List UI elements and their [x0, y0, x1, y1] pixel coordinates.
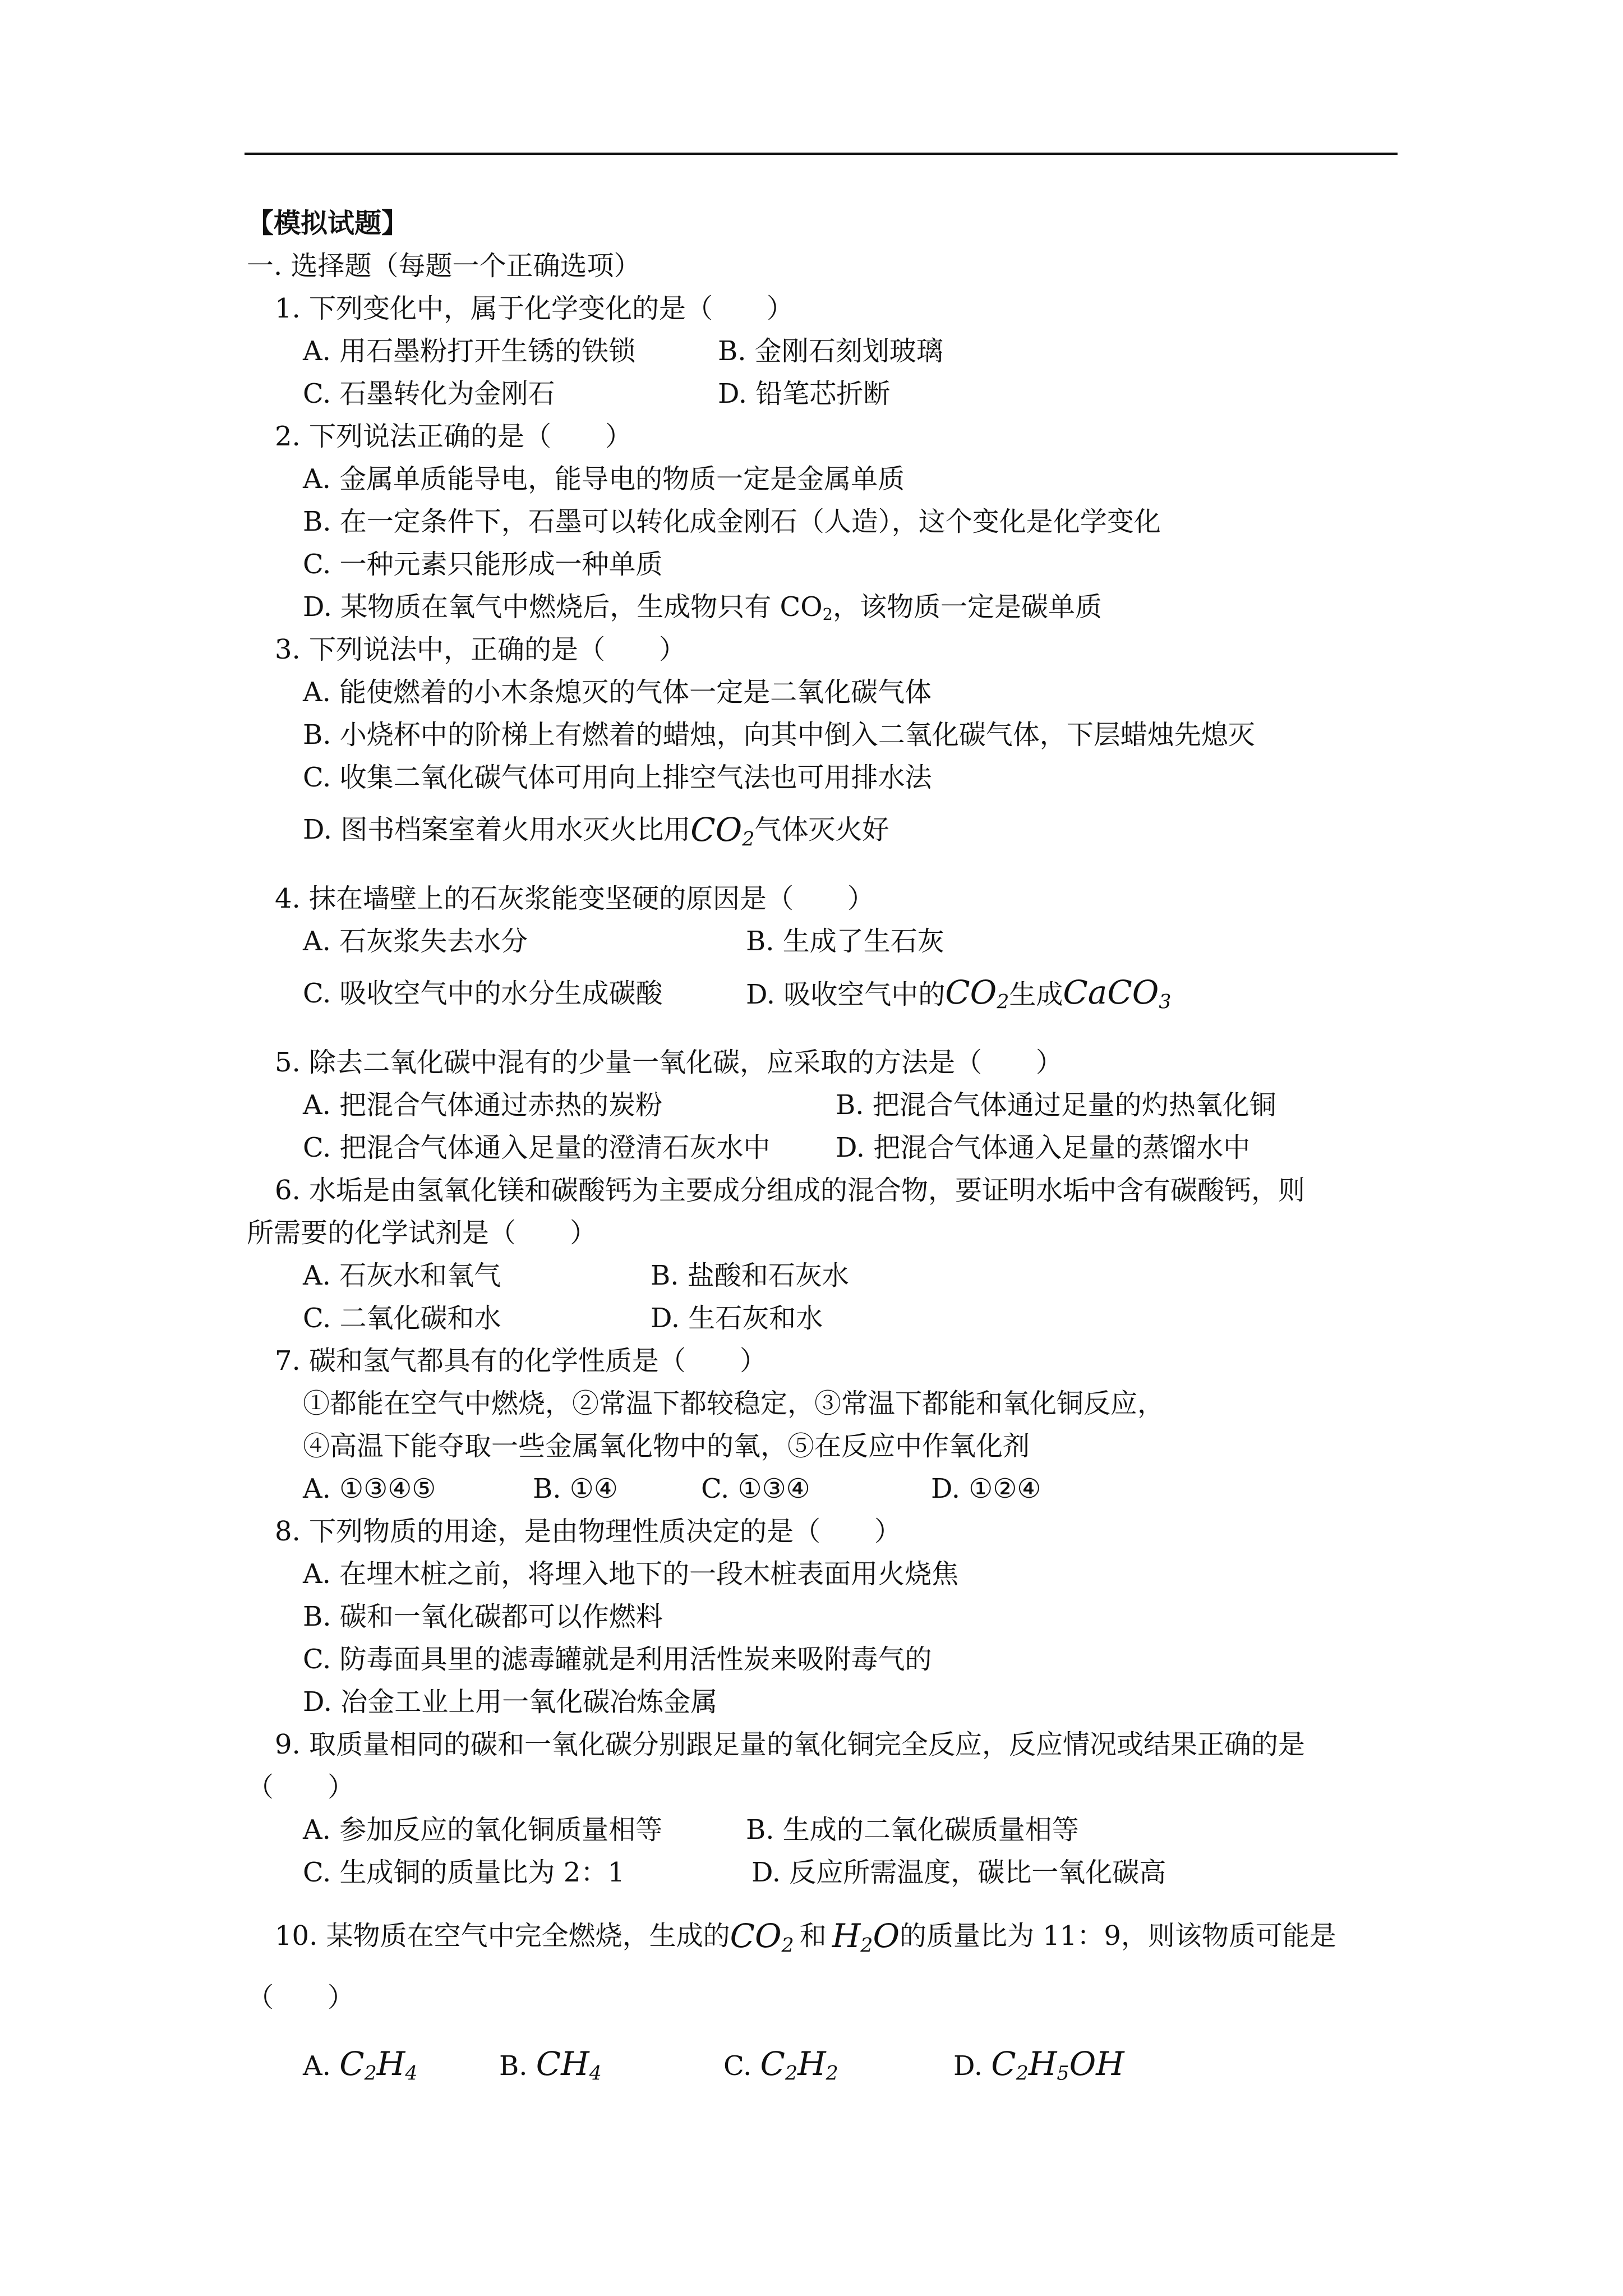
question-stem-line1: 10. 某物质在空气中完全燃烧，生成的 $CO_2$ 和 $H_2O$ 的质量比为 11：9，则该物质可能是	[247, 1905, 1398, 1967]
option-a: A. 能使燃着的小木条熄灭的气体一定是二氧化碳气体	[303, 677, 932, 708]
question-stem: 5. 除去二氧化碳中混有的少量一氧化碳，应采取的方法是（ ）	[275, 1047, 1063, 1078]
section-subtitle: 一. 选择题（每题一个正确选项）	[247, 250, 641, 282]
formula-c2h5oh: $C_2H_5OH$	[991, 2045, 1124, 2085]
option-c: C. 一种元素只能形成一种单质	[303, 549, 663, 580]
option-d: D. 吸收空气中的$CO_2$生成CaCO$_3$	[746, 973, 1172, 1014]
option-row	[247, 920, 1398, 963]
header-rule	[245, 153, 1398, 155]
question-stem-line1: 6. 水垢是由氢氧化镁和碳酸钙为主要成分组成的混合物，要证明水垢中含有碳酸钙，则	[275, 1175, 1306, 1206]
option-a: A. 用石墨粉打开生锈的铁锁	[303, 335, 636, 367]
option-b: B. $CH_4$	[499, 2045, 602, 2085]
option-row	[247, 1851, 1398, 1894]
option-d: D. 冶金工业上用一氧化碳冶炼金属	[303, 1686, 718, 1718]
option-a: A. 金属单质能导电，能导电的物质一定是金属单质	[303, 463, 905, 495]
option-b: B. 生成了生石灰	[746, 926, 944, 957]
option-c: C. $C_2H_2$	[723, 2045, 838, 2085]
option-d-text-end: ，该物质一定是碳单质	[832, 591, 1102, 623]
option-b: B. 把混合气体通过足量的灼热氧化铜	[836, 1089, 1276, 1121]
formula-c2h2: $C_2H_2$	[760, 2045, 838, 2085]
option-a: A. 参加反应的氧化铜质量相等	[303, 1814, 663, 1846]
question-8	[247, 1510, 1398, 1723]
subscript: 2	[822, 605, 833, 624]
option-row	[247, 1297, 1398, 1340]
question-stem: 4. 抹在墙壁上的石灰浆能变坚硬的原因是（ ）	[275, 883, 875, 914]
question-10	[247, 1905, 1398, 2096]
option-d: D. 生石灰和水	[651, 1303, 823, 1334]
formula-ch4: $CH_4$	[536, 2045, 602, 2085]
option-b: B. 金刚石刻划玻璃	[718, 335, 943, 367]
question-5	[247, 1041, 1398, 1169]
question-1	[247, 287, 1398, 415]
question-2	[247, 415, 1398, 628]
option-d	[247, 799, 1398, 861]
question-3	[247, 628, 1398, 861]
question-stem-line2: （ ）	[247, 1982, 355, 2013]
option-b: B. 生成的二氧化碳质量相等	[746, 1814, 1079, 1846]
option-c: C. 吸收空气中的水分生成碳酸	[303, 978, 663, 1009]
option-b: B. 盐酸和石灰水	[651, 1260, 849, 1291]
option-b: B. 在一定条件下，石墨可以转化成金刚石（人造），这个变化是化学变化	[303, 506, 1161, 537]
question-stem-line2: 所需要的化学试剂是（ ）	[247, 1217, 597, 1249]
option-c: C. 收集二氧化碳气体可用向上排空气法也可用排水法	[303, 762, 932, 793]
option-d	[247, 586, 1398, 628]
option-d-text-end: 气体灭火好	[754, 814, 889, 845]
document-body	[247, 202, 1398, 2096]
question-9	[247, 1723, 1398, 1894]
option-c: C. 把混合气体通入足量的澄清石灰水中	[303, 1132, 771, 1163]
question-7	[247, 1340, 1398, 1510]
formula-caco3: CaCO$_3$	[1063, 973, 1172, 1014]
formula-co2: $CO_2$	[945, 973, 1009, 1014]
section-title: 【模拟试题】	[247, 208, 409, 239]
option-b: B. ①④	[533, 1473, 618, 1504]
option-row	[247, 1467, 1398, 1510]
option-c: C. 防毒面具里的滤毒罐就是利用活性炭来吸附毒气的	[303, 1644, 932, 1675]
option-d: D. 反应所需温度，碳比一氧化碳高	[751, 1857, 1166, 1888]
formula-co2: $CO_2$	[730, 1917, 794, 1957]
question-stem: 8. 下列物质的用途，是由物理性质决定的是（ ）	[275, 1516, 902, 1547]
option-row	[247, 330, 1398, 372]
question-stem-line1: 9. 取质量相同的碳和一氧化碳分别跟足量的氧化铜完全反应，反应情况或结果正确的是	[275, 1729, 1306, 1760]
option-c: C. 生成铜的质量比为 2：1	[303, 1857, 625, 1888]
option-c: C. 二氧化碳和水	[303, 1303, 501, 1334]
formula-c2h4: $C_2H_4$	[339, 2045, 418, 2085]
option-a: A. $C_2H_4$	[303, 2045, 418, 2085]
question-4	[247, 877, 1398, 1024]
option-d: D. 铅笔芯折断	[718, 378, 891, 409]
formula-h2o: $H_2O$	[832, 1917, 900, 1957]
statement-line: ①都能在空气中燃烧，②常温下都较稳定，③常温下都能和氧化铜反应，	[303, 1388, 1165, 1419]
question-stem: 3. 下列说法中，正确的是（ ）	[275, 634, 686, 665]
formula-co2: $CO_2$	[690, 811, 755, 851]
option-b: B. 碳和一氧化碳都可以作燃料	[303, 1601, 663, 1632]
option-row	[247, 1809, 1398, 1851]
question-stem-line2: （ ）	[247, 1772, 355, 1803]
option-d: D. $C_2H_5OH$	[953, 2045, 1124, 2085]
option-row	[247, 1126, 1398, 1169]
option-row	[247, 2034, 1398, 2096]
question-6	[247, 1169, 1398, 1340]
option-b: B. 小烧杯中的阶梯上有燃着的蜡烛，向其中倒入二氧化碳气体，下层蜡烛先熄灭	[303, 719, 1255, 751]
option-d: D. 把混合气体通入足量的蒸馏水中	[836, 1132, 1251, 1163]
option-a: A. 把混合气体通过赤热的炭粉	[303, 1089, 663, 1121]
option-row	[247, 963, 1398, 1024]
option-c: C. 石墨转化为金刚石	[303, 378, 555, 409]
option-a: A. 石灰水和氧气	[303, 1260, 501, 1291]
option-a: A. 石灰浆失去水分	[303, 926, 528, 957]
statement-line: ④高温下能夺取一些金属氧化物中的氧，⑤在反应中作氧化剂	[303, 1430, 1030, 1462]
option-a: A. 在埋木桩之前，将埋入地下的一段木桩表面用火烧焦	[303, 1558, 959, 1590]
question-stem: 1. 下列变化中，属于化学变化的是（ ）	[275, 293, 794, 324]
option-d-text: D. 某物质在氧气中燃烧后，生成物只有 CO	[303, 591, 823, 623]
question-stem: 2. 下列说法正确的是（ ）	[275, 421, 633, 452]
option-d-text: D. 图书档案室着火用水灭火比用	[303, 814, 691, 845]
option-row	[247, 1254, 1398, 1297]
option-c: C. ①③④	[701, 1473, 810, 1504]
option-row	[247, 1084, 1398, 1126]
option-row	[247, 372, 1398, 415]
option-d: D. ①②④	[931, 1473, 1041, 1504]
question-stem: 7. 碳和氢气都具有的化学性质是（ ）	[275, 1345, 767, 1377]
option-a: A. ①③④⑤	[303, 1473, 436, 1504]
